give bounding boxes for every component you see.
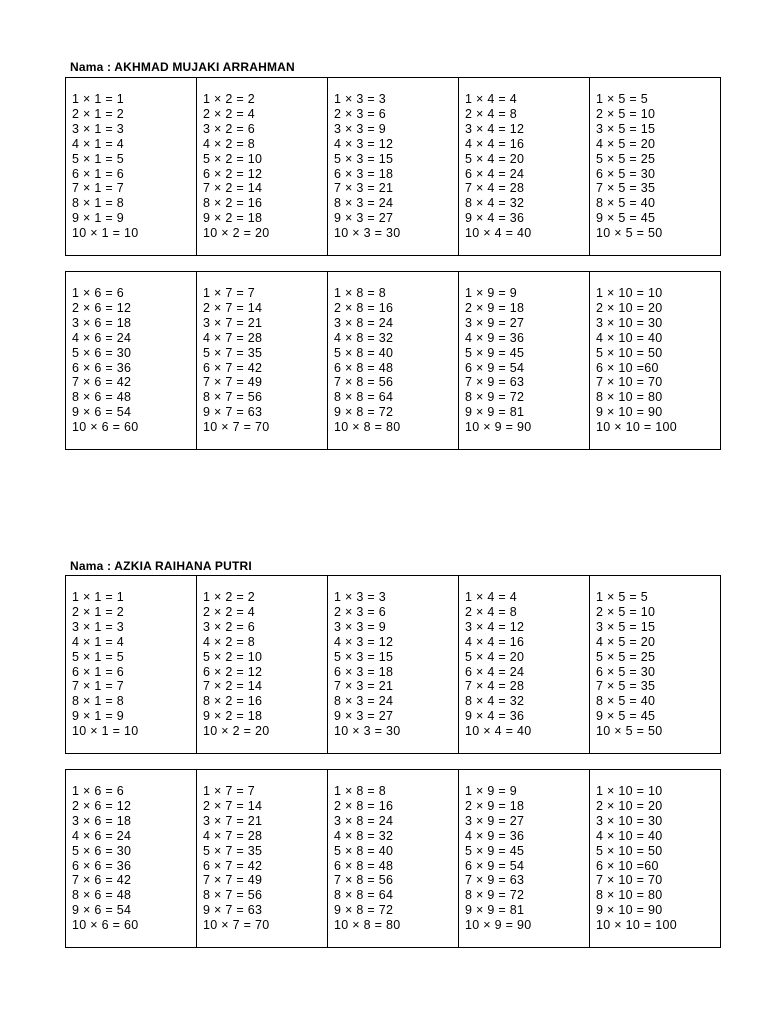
multiplication-fact: 5 × 5 = 25: [596, 649, 656, 664]
multiplication-column: [328, 770, 459, 948]
table-row: [66, 576, 721, 754]
multiplication-fact: 4 × 10 = 40: [596, 828, 663, 843]
multiplication-fact: 1 × 3 = 3: [334, 590, 387, 604]
multiplication-fact: 4 × 7 = 28: [203, 828, 263, 843]
multiplication-column: [459, 770, 590, 948]
multiplication-fact: 7 × 1 = 7: [72, 181, 125, 196]
multiplication-fact: 8 × 10 = 80: [596, 888, 663, 903]
multiplication-fact: 5 × 1 = 5: [72, 649, 125, 664]
multiplication-fact: 7 × 9 = 63: [465, 375, 525, 390]
multiplication-fact: 10 × 5 = 50: [596, 226, 663, 241]
multiplication-fact: 5 × 9 = 45: [465, 345, 525, 360]
multiplication-fact: 8 × 2 = 16: [203, 196, 263, 211]
multiplication-fact: 7 × 10 = 70: [596, 873, 663, 888]
multiplication-fact: 7 × 10 = 70: [596, 375, 663, 390]
multiplication-fact: 6 × 6 = 36: [72, 858, 132, 873]
multiplication-fact: 1 × 7 = 7: [203, 286, 256, 300]
table-row: [66, 78, 721, 256]
multiplication-fact: 8 × 9 = 72: [465, 888, 525, 903]
multiplication-column: [66, 272, 197, 450]
multiplication-fact: 10 × 6 = 60: [72, 918, 139, 933]
multiplication-fact: 7 × 5 = 35: [596, 679, 656, 694]
multiplication-fact: 1 × 2 = 2: [203, 590, 256, 604]
multiplication-fact: 6 × 2 = 12: [203, 664, 263, 679]
multiplication-fact: 4 × 7 = 28: [203, 330, 263, 345]
multiplication-fact: 1 × 8 = 8: [334, 286, 387, 300]
multiplication-fact: 4 × 2 = 8: [203, 136, 256, 151]
multiplication-fact: 9 × 5 = 45: [596, 211, 656, 226]
multiplication-fact: 1 × 4 = 4: [465, 590, 518, 604]
multiplication-table-block: [65, 575, 721, 754]
multiplication-fact: 4 × 2 = 8: [203, 634, 256, 649]
multiplication-fact: 2 × 2 = 4: [203, 106, 256, 121]
multiplication-fact: 3 × 8 = 24: [334, 813, 394, 828]
multiplication-fact: 7 × 4 = 28: [465, 679, 525, 694]
multiplication-fact: 7 × 5 = 35: [596, 181, 656, 196]
multiplication-fact: 3 × 7 = 21: [203, 813, 263, 828]
multiplication-fact: 10 × 2 = 20: [203, 226, 270, 241]
multiplication-fact: 9 × 10 = 90: [596, 405, 663, 420]
multiplication-fact: 7 × 9 = 63: [465, 873, 525, 888]
multiplication-fact: 10 × 4 = 40: [465, 724, 532, 739]
multiplication-fact: 10 × 7 = 70: [203, 918, 270, 933]
multiplication-fact: 8 × 5 = 40: [596, 196, 656, 211]
multiplication-fact: 7 × 7 = 49: [203, 375, 263, 390]
multiplication-fact: 7 × 4 = 28: [465, 181, 525, 196]
multiplication-fact: 3 × 2 = 6: [203, 121, 256, 136]
multiplication-table-block: [65, 271, 721, 450]
multiplication-fact: 10 × 4 = 40: [465, 226, 532, 241]
multiplication-fact: 5 × 5 = 25: [596, 151, 656, 166]
multiplication-fact: 5 × 1 = 5: [72, 151, 125, 166]
multiplication-fact: 8 × 7 = 56: [203, 390, 263, 405]
multiplication-fact: 9 × 2 = 18: [203, 709, 263, 724]
multiplication-fact: 8 × 4 = 32: [465, 196, 525, 211]
multiplication-fact: 4 × 3 = 12: [334, 634, 394, 649]
table-row: [66, 770, 721, 948]
multiplication-fact: 4 × 8 = 32: [334, 828, 394, 843]
multiplication-fact: 5 × 2 = 10: [203, 649, 263, 664]
multiplication-fact: 1 × 9 = 9: [465, 784, 518, 798]
multiplication-fact: 4 × 4 = 16: [465, 136, 525, 151]
multiplication-fact: 9 × 1 = 9: [72, 709, 125, 724]
multiplication-fact: 3 × 6 = 18: [72, 813, 132, 828]
multiplication-fact: 4 × 3 = 12: [334, 136, 394, 151]
multiplication-fact: 5 × 4 = 20: [465, 151, 525, 166]
multiplication-fact: 3 × 9 = 27: [465, 813, 525, 828]
multiplication-fact: 3 × 5 = 15: [596, 121, 656, 136]
multiplication-fact: 6 × 9 = 54: [465, 858, 525, 873]
multiplication-column: [197, 770, 328, 948]
multiplication-fact: 2 × 7 = 14: [203, 300, 263, 315]
multiplication-column: [328, 78, 459, 256]
multiplication-fact: 8 × 7 = 56: [203, 888, 263, 903]
multiplication-fact: 8 × 1 = 8: [72, 694, 125, 709]
multiplication-fact: 10 × 1 = 10: [72, 226, 139, 241]
multiplication-fact: 2 × 6 = 12: [72, 798, 132, 813]
multiplication-fact: 5 × 10 = 50: [596, 345, 663, 360]
multiplication-fact: 10 × 3 = 30: [334, 724, 401, 739]
multiplication-fact: 10 × 5 = 50: [596, 724, 663, 739]
multiplication-fact: 6 × 9 = 54: [465, 360, 525, 375]
multiplication-fact: 1 × 10 = 10: [596, 286, 663, 300]
multiplication-fact: 10 × 3 = 30: [334, 226, 401, 241]
multiplication-fact: 2 × 4 = 8: [465, 604, 518, 619]
multiplication-fact: 6 × 3 = 18: [334, 166, 394, 181]
multiplication-fact: 3 × 2 = 6: [203, 619, 256, 634]
multiplication-fact: 10 × 1 = 10: [72, 724, 139, 739]
multiplication-fact: 3 × 4 = 12: [465, 619, 525, 634]
multiplication-fact: 2 × 10 = 20: [596, 300, 663, 315]
multiplication-fact: 1 × 4 = 4: [465, 92, 518, 106]
multiplication-fact: 9 × 6 = 54: [72, 903, 132, 918]
multiplication-fact: 10 × 10 = 100: [596, 420, 678, 435]
multiplication-column: [197, 78, 328, 256]
multiplication-fact: 8 × 2 = 16: [203, 694, 263, 709]
multiplication-fact: 4 × 4 = 16: [465, 634, 525, 649]
multiplication-column: [66, 576, 197, 754]
multiplication-column: [66, 78, 197, 256]
multiplication-fact: 3 × 6 = 18: [72, 315, 132, 330]
multiplication-fact: 2 × 3 = 6: [334, 604, 387, 619]
multiplication-fact: 5 × 4 = 20: [465, 649, 525, 664]
multiplication-fact: 9 × 8 = 72: [334, 405, 394, 420]
multiplication-fact: 9 × 9 = 81: [465, 903, 525, 918]
multiplication-fact: 3 × 9 = 27: [465, 315, 525, 330]
multiplication-fact: 8 × 4 = 32: [465, 694, 525, 709]
student-name-label: Nama : AZKIA RAIHANA PUTRI: [70, 559, 252, 573]
multiplication-fact: 7 × 8 = 56: [334, 375, 394, 390]
multiplication-fact: 5 × 6 = 30: [72, 345, 132, 360]
multiplication-fact: 2 × 1 = 2: [72, 604, 125, 619]
multiplication-fact: 6 × 1 = 6: [72, 664, 125, 679]
multiplication-fact: 3 × 5 = 15: [596, 619, 656, 634]
multiplication-column: [328, 272, 459, 450]
multiplication-fact: 2 × 1 = 2: [72, 106, 125, 121]
multiplication-fact: 8 × 10 = 80: [596, 390, 663, 405]
multiplication-fact: 2 × 6 = 12: [72, 300, 132, 315]
multiplication-fact: 10 × 7 = 70: [203, 420, 270, 435]
student-name-label: Nama : AKHMAD MUJAKI ARRAHMAN: [70, 60, 295, 74]
multiplication-fact: 2 × 2 = 4: [203, 604, 256, 619]
multiplication-fact: 5 × 8 = 40: [334, 345, 394, 360]
multiplication-column: [590, 770, 721, 948]
multiplication-fact: 10 × 9 = 90: [465, 420, 532, 435]
multiplication-fact: 2 × 5 = 10: [596, 604, 656, 619]
multiplication-fact: 8 × 1 = 8: [72, 196, 125, 211]
multiplication-fact: 2 × 3 = 6: [334, 106, 387, 121]
multiplication-fact: 4 × 9 = 36: [465, 828, 525, 843]
multiplication-fact: 8 × 3 = 24: [334, 694, 394, 709]
multiplication-fact: 3 × 4 = 12: [465, 121, 525, 136]
multiplication-fact: 3 × 1 = 3: [72, 619, 125, 634]
multiplication-column: [197, 272, 328, 450]
multiplication-fact: 10 × 9 = 90: [465, 918, 532, 933]
multiplication-fact: 6 × 4 = 24: [465, 664, 525, 679]
multiplication-fact: 9 × 4 = 36: [465, 709, 525, 724]
multiplication-fact: 8 × 5 = 40: [596, 694, 656, 709]
multiplication-fact: 5 × 6 = 30: [72, 843, 132, 858]
multiplication-fact: 8 × 3 = 24: [334, 196, 394, 211]
multiplication-column: [459, 272, 590, 450]
multiplication-fact: 4 × 6 = 24: [72, 330, 132, 345]
multiplication-fact: 7 × 6 = 42: [72, 375, 132, 390]
multiplication-fact: 3 × 7 = 21: [203, 315, 263, 330]
multiplication-fact: 5 × 8 = 40: [334, 843, 394, 858]
multiplication-fact: 2 × 4 = 8: [465, 106, 518, 121]
multiplication-fact: 10 × 8 = 80: [334, 918, 401, 933]
multiplication-fact: 2 × 9 = 18: [465, 300, 525, 315]
multiplication-fact: 7 × 2 = 14: [203, 181, 263, 196]
multiplication-fact: 8 × 6 = 48: [72, 390, 132, 405]
multiplication-table-block: [65, 769, 721, 948]
multiplication-fact: 1 × 10 = 10: [596, 784, 663, 798]
table-row: [66, 272, 721, 450]
multiplication-fact: 8 × 6 = 48: [72, 888, 132, 903]
multiplication-fact: 1 × 7 = 7: [203, 784, 256, 798]
multiplication-fact: 4 × 8 = 32: [334, 330, 394, 345]
multiplication-fact: 6 × 10 =60: [596, 858, 659, 873]
multiplication-fact: 9 × 9 = 81: [465, 405, 525, 420]
multiplication-column: [590, 576, 721, 754]
multiplication-fact: 1 × 6 = 6: [72, 286, 125, 300]
multiplication-fact: 3 × 1 = 3: [72, 121, 125, 136]
multiplication-fact: 9 × 4 = 36: [465, 211, 525, 226]
multiplication-fact: 6 × 5 = 30: [596, 664, 656, 679]
multiplication-fact: 2 × 5 = 10: [596, 106, 656, 121]
multiplication-fact: 4 × 5 = 20: [596, 634, 656, 649]
multiplication-fact: 7 × 1 = 7: [72, 679, 125, 694]
multiplication-fact: 1 × 1 = 1: [72, 590, 125, 604]
multiplication-fact: 6 × 1 = 6: [72, 166, 125, 181]
multiplication-fact: 9 × 8 = 72: [334, 903, 394, 918]
multiplication-fact: 6 × 10 =60: [596, 360, 659, 375]
multiplication-column: [459, 78, 590, 256]
multiplication-fact: 8 × 8 = 64: [334, 390, 394, 405]
multiplication-fact: 7 × 2 = 14: [203, 679, 263, 694]
multiplication-column: [197, 576, 328, 754]
multiplication-fact: 4 × 6 = 24: [72, 828, 132, 843]
multiplication-fact: 3 × 3 = 9: [334, 619, 387, 634]
multiplication-fact: 7 × 3 = 21: [334, 181, 394, 196]
multiplication-fact: 9 × 3 = 27: [334, 709, 394, 724]
multiplication-fact: 6 × 3 = 18: [334, 664, 394, 679]
multiplication-fact: 2 × 10 = 20: [596, 798, 663, 813]
multiplication-fact: 9 × 3 = 27: [334, 211, 394, 226]
multiplication-fact: 7 × 3 = 21: [334, 679, 394, 694]
multiplication-fact: 10 × 10 = 100: [596, 918, 678, 933]
multiplication-fact: 4 × 1 = 4: [72, 136, 125, 151]
multiplication-fact: 8 × 9 = 72: [465, 390, 525, 405]
multiplication-fact: 10 × 8 = 80: [334, 420, 401, 435]
multiplication-fact: 9 × 5 = 45: [596, 709, 656, 724]
multiplication-fact: 5 × 7 = 35: [203, 843, 263, 858]
multiplication-fact: 3 × 8 = 24: [334, 315, 394, 330]
multiplication-fact: 4 × 5 = 20: [596, 136, 656, 151]
multiplication-fact: 3 × 3 = 9: [334, 121, 387, 136]
multiplication-fact: 7 × 6 = 42: [72, 873, 132, 888]
multiplication-fact: 3 × 10 = 30: [596, 315, 663, 330]
multiplication-fact: 7 × 7 = 49: [203, 873, 263, 888]
multiplication-fact: 5 × 3 = 15: [334, 151, 394, 166]
multiplication-fact: 5 × 2 = 10: [203, 151, 263, 166]
multiplication-fact: 1 × 5 = 5: [596, 590, 649, 604]
multiplication-fact: 2 × 9 = 18: [465, 798, 525, 813]
multiplication-column: [66, 770, 197, 948]
multiplication-fact: 6 × 8 = 48: [334, 858, 394, 873]
multiplication-fact: 6 × 7 = 42: [203, 360, 263, 375]
multiplication-fact: 5 × 3 = 15: [334, 649, 394, 664]
multiplication-fact: 5 × 7 = 35: [203, 345, 263, 360]
multiplication-fact: 8 × 8 = 64: [334, 888, 394, 903]
multiplication-fact: 1 × 2 = 2: [203, 92, 256, 106]
multiplication-fact: 10 × 2 = 20: [203, 724, 270, 739]
multiplication-fact: 9 × 1 = 9: [72, 211, 125, 226]
multiplication-fact: 3 × 10 = 30: [596, 813, 663, 828]
multiplication-fact: 1 × 8 = 8: [334, 784, 387, 798]
multiplication-fact: 5 × 10 = 50: [596, 843, 663, 858]
multiplication-fact: 2 × 7 = 14: [203, 798, 263, 813]
multiplication-fact: 1 × 9 = 9: [465, 286, 518, 300]
multiplication-fact: 9 × 7 = 63: [203, 405, 263, 420]
multiplication-column: [590, 272, 721, 450]
multiplication-fact: 6 × 2 = 12: [203, 166, 263, 181]
multiplication-fact: 1 × 3 = 3: [334, 92, 387, 106]
multiplication-fact: 2 × 8 = 16: [334, 798, 394, 813]
multiplication-fact: 5 × 9 = 45: [465, 843, 525, 858]
multiplication-fact: 6 × 4 = 24: [465, 166, 525, 181]
multiplication-column: [590, 78, 721, 256]
multiplication-fact: 6 × 8 = 48: [334, 360, 394, 375]
multiplication-fact: 1 × 6 = 6: [72, 784, 125, 798]
multiplication-column: [459, 576, 590, 754]
multiplication-fact: 6 × 5 = 30: [596, 166, 656, 181]
multiplication-table-block: [65, 77, 721, 256]
multiplication-fact: 9 × 7 = 63: [203, 903, 263, 918]
multiplication-fact: 1 × 5 = 5: [596, 92, 649, 106]
multiplication-fact: 1 × 1 = 1: [72, 92, 125, 106]
multiplication-fact: 2 × 8 = 16: [334, 300, 394, 315]
multiplication-fact: 7 × 8 = 56: [334, 873, 394, 888]
multiplication-fact: 6 × 7 = 42: [203, 858, 263, 873]
multiplication-fact: 4 × 10 = 40: [596, 330, 663, 345]
multiplication-fact: 6 × 6 = 36: [72, 360, 132, 375]
multiplication-fact: 9 × 2 = 18: [203, 211, 263, 226]
multiplication-fact: 9 × 6 = 54: [72, 405, 132, 420]
multiplication-fact: 10 × 6 = 60: [72, 420, 139, 435]
multiplication-column: [328, 576, 459, 754]
multiplication-fact: 4 × 9 = 36: [465, 330, 525, 345]
multiplication-fact: 9 × 10 = 90: [596, 903, 663, 918]
multiplication-fact: 4 × 1 = 4: [72, 634, 125, 649]
